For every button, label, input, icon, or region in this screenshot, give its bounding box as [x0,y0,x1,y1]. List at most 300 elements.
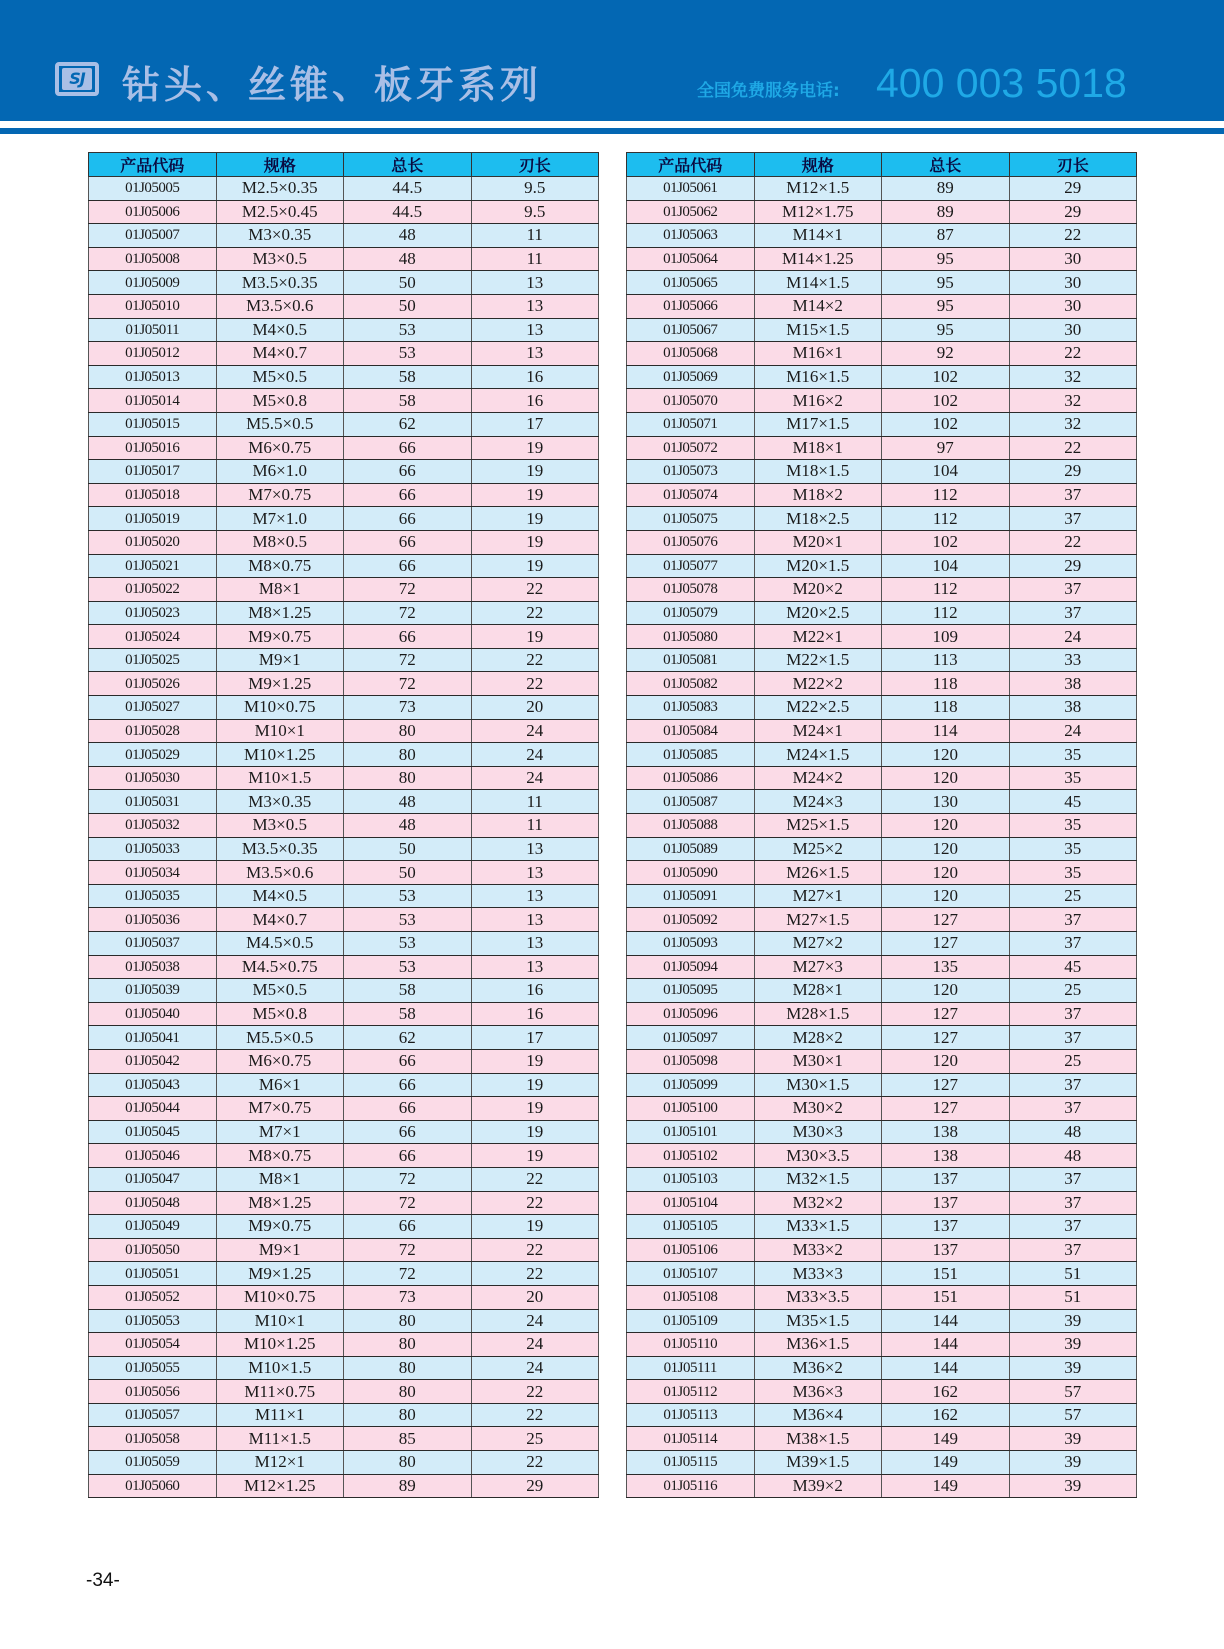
specification-cell: M7×1 [216,1120,344,1144]
specification-cell: M3.5×0.6 [216,294,344,318]
total-length-cell: 80 [344,1333,472,1357]
product-code-cell: 01J05070 [627,389,755,413]
total-length-cell: 72 [344,1238,472,1262]
page-number: -34- [86,1570,120,1591]
table-row [627,932,1137,956]
table-row [89,1238,599,1262]
table-row [89,365,599,389]
header-divider-white [0,121,1224,128]
total-length-cell: 138 [882,1144,1010,1168]
total-length-cell: 89 [344,1474,472,1498]
product-code-cell: 01J05039 [89,979,217,1003]
specification-cell: M24×1.5 [754,743,882,767]
total-length-cell: 72 [344,672,472,696]
flute-length-cell: 29 [1009,460,1137,484]
specification-cell: M27×1.5 [754,908,882,932]
product-code-cell: 01J05108 [627,1285,755,1309]
total-length-cell: 127 [882,1026,1010,1050]
table-row [627,318,1137,342]
product-code-cell: 01J05017 [89,460,217,484]
total-length-cell: 95 [882,294,1010,318]
product-code-cell: 01J05038 [89,955,217,979]
table-row [627,908,1137,932]
flute-length-cell: 24 [1009,625,1137,649]
table-row [89,766,599,790]
table-row [89,1474,599,1498]
specification-cell: M5×0.8 [216,389,344,413]
total-length-cell: 104 [882,554,1010,578]
table-row [89,1167,599,1191]
product-code-cell: 01J05046 [89,1144,217,1168]
table-row [89,719,599,743]
table-row [89,1120,599,1144]
table-row [627,1333,1137,1357]
table-row [89,837,599,861]
specification-cell: M36×1.5 [754,1333,882,1357]
product-code-cell: 01J05084 [627,719,755,743]
table-row [89,955,599,979]
product-code-cell: 01J05013 [89,365,217,389]
total-length-cell: 44.5 [344,177,472,201]
total-length-cell: 66 [344,1049,472,1073]
flute-length-cell: 22 [1009,342,1137,366]
total-length-cell: 85 [344,1427,472,1451]
product-code-cell: 01J05059 [89,1451,217,1475]
total-length-cell: 80 [344,743,472,767]
total-length-cell: 118 [882,696,1010,720]
flute-length-cell: 13 [471,294,599,318]
flute-length-cell: 22 [1009,436,1137,460]
table-row [89,648,599,672]
flute-length-cell: 22 [471,1238,599,1262]
product-code-cell: 01J05047 [89,1167,217,1191]
product-code-cell: 01J05093 [627,932,755,956]
product-code-cell: 01J05053 [89,1309,217,1333]
total-length-cell: 112 [882,578,1010,602]
product-code-cell: 01J05087 [627,790,755,814]
product-code-cell: 01J05099 [627,1073,755,1097]
flute-length-cell: 30 [1009,247,1137,271]
table-row [89,342,599,366]
specification-cell: M3×0.35 [216,224,344,248]
total-length-cell: 95 [882,247,1010,271]
flute-length-cell: 13 [471,908,599,932]
product-code-cell: 01J05086 [627,766,755,790]
flute-length-cell: 22 [471,1167,599,1191]
table-row [627,1238,1137,1262]
product-code-cell: 01J05055 [89,1356,217,1380]
flute-length-cell: 11 [471,814,599,838]
total-length-cell: 53 [344,318,472,342]
flute-length-cell: 22 [471,601,599,625]
flute-length-cell: 39 [1009,1451,1137,1475]
specification-cell: M9×0.75 [216,1215,344,1239]
total-length-cell: 73 [344,696,472,720]
flute-length-cell: 16 [471,1002,599,1026]
specification-cell: M5.5×0.5 [216,1026,344,1050]
total-length-cell: 48 [344,790,472,814]
header-divider-blue [0,128,1224,134]
flute-length-cell: 25 [1009,1049,1137,1073]
table-row [89,743,599,767]
total-length-cell: 151 [882,1285,1010,1309]
flute-length-cell: 29 [1009,554,1137,578]
column-header-product-code: 产品代码 [89,153,217,177]
product-code-cell: 01J05063 [627,224,755,248]
flute-length-cell: 25 [471,1427,599,1451]
product-code-cell: 01J05016 [89,436,217,460]
flute-length-cell: 51 [1009,1262,1137,1286]
flute-length-cell: 37 [1009,1002,1137,1026]
total-length-cell: 120 [882,814,1010,838]
table-row [627,1026,1137,1050]
specification-cell: M10×1.5 [216,1356,344,1380]
column-header-total-length: 总长 [882,153,1010,177]
total-length-cell: 137 [882,1238,1010,1262]
product-code-cell: 01J05105 [627,1215,755,1239]
table-row [627,578,1137,602]
total-length-cell: 92 [882,342,1010,366]
flute-length-cell: 38 [1009,672,1137,696]
table-row [89,412,599,436]
product-code-cell: 01J05107 [627,1262,755,1286]
specification-cell: M26×1.5 [754,861,882,885]
flute-length-cell: 37 [1009,1191,1137,1215]
table-row [627,1049,1137,1073]
specification-cell: M38×1.5 [754,1427,882,1451]
specification-cell: M33×3 [754,1262,882,1286]
flute-length-cell: 17 [471,1026,599,1050]
table-row [627,1451,1137,1475]
table-row [89,1049,599,1073]
table-row [89,1309,599,1333]
total-length-cell: 66 [344,625,472,649]
flute-length-cell: 22 [471,1403,599,1427]
specification-cell: M24×3 [754,790,882,814]
table-row [627,1144,1137,1168]
total-length-cell: 127 [882,1002,1010,1026]
flute-length-cell: 57 [1009,1403,1137,1427]
total-length-cell: 48 [344,814,472,838]
product-code-cell: 01J05054 [89,1333,217,1357]
specification-cell: M18×1 [754,436,882,460]
product-code-cell: 01J05020 [89,530,217,554]
flute-length-cell: 25 [1009,884,1137,908]
flute-length-cell: 37 [1009,1026,1137,1050]
specification-cell: M10×0.75 [216,696,344,720]
flute-length-cell: 45 [1009,790,1137,814]
specification-cell: M10×1 [216,1309,344,1333]
specification-cell: M28×2 [754,1026,882,1050]
product-code-cell: 01J05021 [89,554,217,578]
specification-cell: M20×1 [754,530,882,554]
flute-length-cell: 19 [471,625,599,649]
table-row [627,814,1137,838]
flute-length-cell: 16 [471,389,599,413]
table-row [627,1097,1137,1121]
product-code-cell: 01J05075 [627,507,755,531]
table-row [89,389,599,413]
total-length-cell: 66 [344,436,472,460]
product-code-cell: 01J05044 [89,1097,217,1121]
flute-length-cell: 30 [1009,271,1137,295]
table-row [627,294,1137,318]
specification-cell: M6×0.75 [216,1049,344,1073]
product-code-cell: 01J05051 [89,1262,217,1286]
product-code-cell: 01J05035 [89,884,217,908]
specification-cell: M27×1 [754,884,882,908]
product-code-cell: 01J05072 [627,436,755,460]
flute-length-cell: 37 [1009,932,1137,956]
product-code-cell: 01J05074 [627,483,755,507]
specification-cell: M11×1.5 [216,1427,344,1451]
flute-length-cell: 37 [1009,1238,1137,1262]
flute-length-cell: 39 [1009,1309,1137,1333]
product-code-cell: 01J05103 [627,1167,755,1191]
total-length-cell: 113 [882,648,1010,672]
specification-cell: M33×3.5 [754,1285,882,1309]
table-row [89,247,599,271]
table-row [89,200,599,224]
total-length-cell: 102 [882,412,1010,436]
table-row [627,412,1137,436]
total-length-cell: 50 [344,837,472,861]
table-row [627,766,1137,790]
specification-cell: M6×1.0 [216,460,344,484]
table-row [89,1215,599,1239]
specification-cell: M3×0.5 [216,247,344,271]
product-code-cell: 01J05116 [627,1474,755,1498]
product-code-cell: 01J05015 [89,412,217,436]
flute-length-cell: 37 [1009,1073,1137,1097]
total-length-cell: 53 [344,884,472,908]
product-code-cell: 01J05018 [89,483,217,507]
spec-table-left [88,152,599,1498]
flute-length-cell: 35 [1009,766,1137,790]
flute-length-cell: 11 [471,247,599,271]
product-code-cell: 01J05024 [89,625,217,649]
total-length-cell: 120 [882,884,1010,908]
product-code-cell: 01J05005 [89,177,217,201]
product-code-cell: 01J05085 [627,743,755,767]
table-row [627,1285,1137,1309]
product-code-cell: 01J05032 [89,814,217,838]
total-length-cell: 137 [882,1215,1010,1239]
specification-cell: M9×1.25 [216,1262,344,1286]
flute-length-cell: 13 [471,342,599,366]
specification-cell: M35×1.5 [754,1309,882,1333]
specification-cell: M2.5×0.35 [216,177,344,201]
page-title: 钻头、丝锥、板牙系列 [122,63,543,107]
total-length-cell: 62 [344,412,472,436]
product-code-cell: 01J05042 [89,1049,217,1073]
total-length-cell: 135 [882,955,1010,979]
flute-length-cell: 30 [1009,318,1137,342]
total-length-cell: 58 [344,1002,472,1026]
table-row [627,177,1137,201]
total-length-cell: 149 [882,1474,1010,1498]
product-code-cell: 01J05027 [89,696,217,720]
total-length-cell: 127 [882,1097,1010,1121]
table-row [627,460,1137,484]
table-row [89,1285,599,1309]
total-length-cell: 118 [882,672,1010,696]
column-header-specification: 规格 [216,153,344,177]
specification-cell: M8×1.25 [216,601,344,625]
product-code-cell: 01J05112 [627,1380,755,1404]
specification-cell: M16×2 [754,389,882,413]
specification-cell: M12×1.5 [754,177,882,201]
table-row [89,554,599,578]
flute-length-cell: 48 [1009,1120,1137,1144]
specification-cell: M10×1 [216,719,344,743]
total-length-cell: 114 [882,719,1010,743]
table-row [627,389,1137,413]
table-row [627,648,1137,672]
table-row [627,979,1137,1003]
product-code-cell: 01J05062 [627,200,755,224]
flute-length-cell: 24 [471,1356,599,1380]
product-code-cell: 01J05077 [627,554,755,578]
flute-length-cell: 24 [471,1333,599,1357]
table-row [89,460,599,484]
product-code-cell: 01J05078 [627,578,755,602]
product-code-cell: 01J05061 [627,177,755,201]
table-row [627,719,1137,743]
specification-cell: M8×1 [216,578,344,602]
table-row [89,1262,599,1286]
flute-length-cell: 22 [471,672,599,696]
product-code-cell: 01J05104 [627,1191,755,1215]
product-code-cell: 01J05014 [89,389,217,413]
table-row [627,200,1137,224]
total-length-cell: 151 [882,1262,1010,1286]
specification-cell: M39×2 [754,1474,882,1498]
product-code-cell: 01J05064 [627,247,755,271]
specification-cell: M30×3 [754,1120,882,1144]
specification-cell: M30×2 [754,1097,882,1121]
total-length-cell: 66 [344,1073,472,1097]
table-row [627,861,1137,885]
specification-cell: M20×2.5 [754,601,882,625]
specification-cell: M25×1.5 [754,814,882,838]
flute-length-cell: 37 [1009,601,1137,625]
specification-cell: M36×2 [754,1356,882,1380]
table-row [627,837,1137,861]
table-row [627,1073,1137,1097]
product-code-cell: 01J05009 [89,271,217,295]
total-length-cell: 162 [882,1380,1010,1404]
table-row [627,271,1137,295]
flute-length-cell: 39 [1009,1333,1137,1357]
flute-length-cell: 22 [471,1380,599,1404]
flute-length-cell: 19 [471,554,599,578]
total-length-cell: 80 [344,1403,472,1427]
product-code-cell: 01J05026 [89,672,217,696]
product-code-cell: 01J05040 [89,1002,217,1026]
flute-length-cell: 29 [1009,177,1137,201]
table-row [89,1002,599,1026]
total-length-cell: 72 [344,578,472,602]
flute-length-cell: 9.5 [471,200,599,224]
specification-cell: M33×2 [754,1238,882,1262]
table-row [627,1120,1137,1144]
total-length-cell: 144 [882,1309,1010,1333]
specification-cell: M4×0.5 [216,318,344,342]
product-code-cell: 01J05106 [627,1238,755,1262]
product-code-cell: 01J05113 [627,1403,755,1427]
product-code-cell: 01J05110 [627,1333,755,1357]
flute-length-cell: 22 [471,1262,599,1286]
column-header-product-code: 产品代码 [627,153,755,177]
flute-length-cell: 19 [471,1144,599,1168]
table-row [89,861,599,885]
flute-length-cell: 22 [471,648,599,672]
flute-length-cell: 22 [471,1451,599,1475]
flute-length-cell: 29 [471,1474,599,1498]
table-row [627,625,1137,649]
flute-length-cell: 37 [1009,1097,1137,1121]
specification-cell: M30×1 [754,1049,882,1073]
product-code-cell: 01J05090 [627,861,755,885]
total-length-cell: 149 [882,1427,1010,1451]
product-code-cell: 01J05010 [89,294,217,318]
total-length-cell: 87 [882,224,1010,248]
flute-length-cell: 19 [471,1215,599,1239]
specification-cell: M30×1.5 [754,1073,882,1097]
specification-cell: M3.5×0.6 [216,861,344,885]
table-row [89,908,599,932]
specification-cell: M15×1.5 [754,318,882,342]
total-length-cell: 127 [882,1073,1010,1097]
column-header-flute-length: 刃长 [1009,153,1137,177]
product-code-cell: 01J05097 [627,1026,755,1050]
table-row [89,1097,599,1121]
total-length-cell: 109 [882,625,1010,649]
table-row [627,1356,1137,1380]
table-row [627,507,1137,531]
specification-cell: M9×1.25 [216,672,344,696]
total-length-cell: 53 [344,342,472,366]
table-row [627,1427,1137,1451]
product-code-cell: 01J05043 [89,1073,217,1097]
flute-length-cell: 37 [1009,908,1137,932]
total-length-cell: 80 [344,1356,472,1380]
table-row [89,1191,599,1215]
specification-cell: M25×2 [754,837,882,861]
flute-length-cell: 48 [1009,1144,1137,1168]
total-length-cell: 112 [882,601,1010,625]
specification-cell: M14×1 [754,224,882,248]
flute-length-cell: 39 [1009,1427,1137,1451]
product-code-cell: 01J05045 [89,1120,217,1144]
table-row [89,1144,599,1168]
specification-cell: M5×0.5 [216,365,344,389]
product-code-cell: 01J05025 [89,648,217,672]
product-code-cell: 01J05008 [89,247,217,271]
product-code-cell: 01J05011 [89,318,217,342]
table-row [89,601,599,625]
flute-length-cell: 16 [471,979,599,1003]
total-length-cell: 72 [344,1262,472,1286]
product-code-cell: 01J05088 [627,814,755,838]
specification-cell: M24×2 [754,766,882,790]
flute-length-cell: 11 [471,224,599,248]
flute-length-cell: 19 [471,1097,599,1121]
product-code-cell: 01J05111 [627,1356,755,1380]
specification-cell: M6×0.75 [216,436,344,460]
total-length-cell: 127 [882,932,1010,956]
